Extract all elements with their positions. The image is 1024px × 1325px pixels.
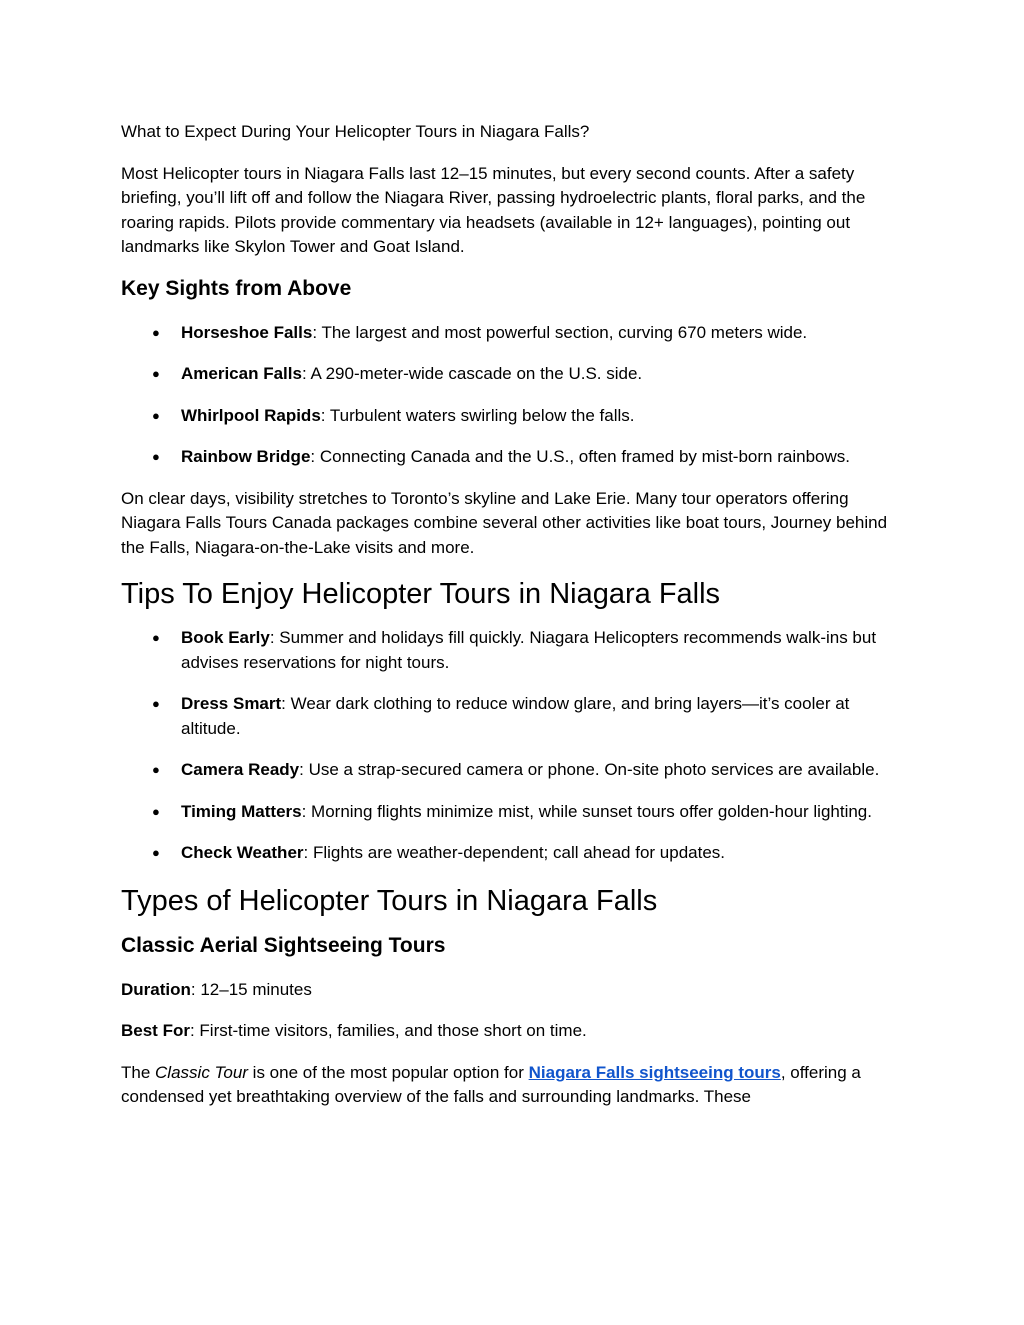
intro-title: What to Expect During Your Helicopter Tours in Niagara Falls?: [121, 122, 590, 141]
list-item: ● Check Weather: Flights are weather-dependent; call ahead for updates.: [121, 841, 911, 866]
bullet-icon: ●: [152, 366, 160, 381]
bullet-icon: ●: [152, 630, 160, 645]
bullet-icon: ●: [152, 696, 160, 711]
key-sights-heading: Key Sights from Above: [121, 276, 352, 300]
list-item: ● Rainbow Bridge: Connecting Canada and the U.S., often framed by mist-born rainbows.: [121, 445, 911, 470]
types-heading: Types of Helicopter Tours in Niagara Falls: [121, 884, 658, 917]
tips-heading: Tips To Enjoy Helicopter Tours in Niagara Falls: [121, 578, 721, 610]
list-item: ● Dress Smart: Wear dark clothing to reduce window glare, and bring layers—it’s cooler at altitude.: [152, 694, 850, 738]
list-item: ● Book Early: Summer and holidays fill quickly. Niagara Helicopters recommends walk-ins but advises reservations for night tours.: [152, 628, 877, 672]
key-sights-list: [121, 321, 911, 470]
bullet-icon: ●: [152, 449, 160, 464]
list-item: ● Whirlpool Rapids: Turbulent waters swirling below the falls.: [121, 404, 911, 429]
list-item: ● American Falls: A 290-meter-wide cascade on the U.S. side.: [121, 362, 911, 387]
list-item: ● Camera Ready: Use a strap-secured camera or phone. On-site photo services are available.: [121, 758, 911, 783]
classic-description: The Classic Tour is one of the most popular option for Niagara Falls sightseeing tours, offering a condensed yet breathtaking overview of the falls and surrounding landmarks. These: [121, 1062, 861, 1106]
list-item: ● Timing Matters: Morning flights minimize mist, while sunset tours offer golden-hour lighting.: [121, 800, 911, 825]
key-sights-closing: On clear days, visibility stretches to Toronto’s skyline and Lake Erie. Many tour operators offering Niagara Falls Tours Canada packages combine several other activities like boat tours, Journey behind the Falls, Niagara-on-the-Lake visits and more.: [121, 488, 888, 557]
tips-list: [121, 626, 911, 866]
duration-line: Duration: 12–15 minutes: [121, 979, 312, 999]
document-page: [121, 120, 911, 1126]
best-for-line: Best For: First-time visitors, families, and those short on time.: [121, 1021, 587, 1040]
intro-paragraph: Most Helicopter tours in Niagara Falls last 12–15 minutes, but every second counts. After a safety briefing, you’ll lift off and follow the Niagara River, passing hydroelectric plants, floral parks, and the roaring rapids. Pilots provide commentary via headsets (available in 12+ languages), pointing out landmarks like Skylon Tower and Goat Island.: [121, 163, 866, 256]
bullet-icon: ●: [152, 803, 160, 819]
bullet-icon: ●: [152, 762, 160, 777]
bullet-icon: ●: [152, 845, 160, 860]
bullet-icon: ●: [152, 407, 160, 423]
classic-heading: Classic Aerial Sightseeing Tours: [121, 933, 446, 957]
bullet-icon: ●: [152, 324, 160, 340]
sightseeing-tours-link[interactable]: Niagara Falls sightseeing tours: [528, 1062, 781, 1082]
list-item: ● Horseshoe Falls: The largest and most powerful section, curving 670 meters wide.: [121, 321, 911, 346]
